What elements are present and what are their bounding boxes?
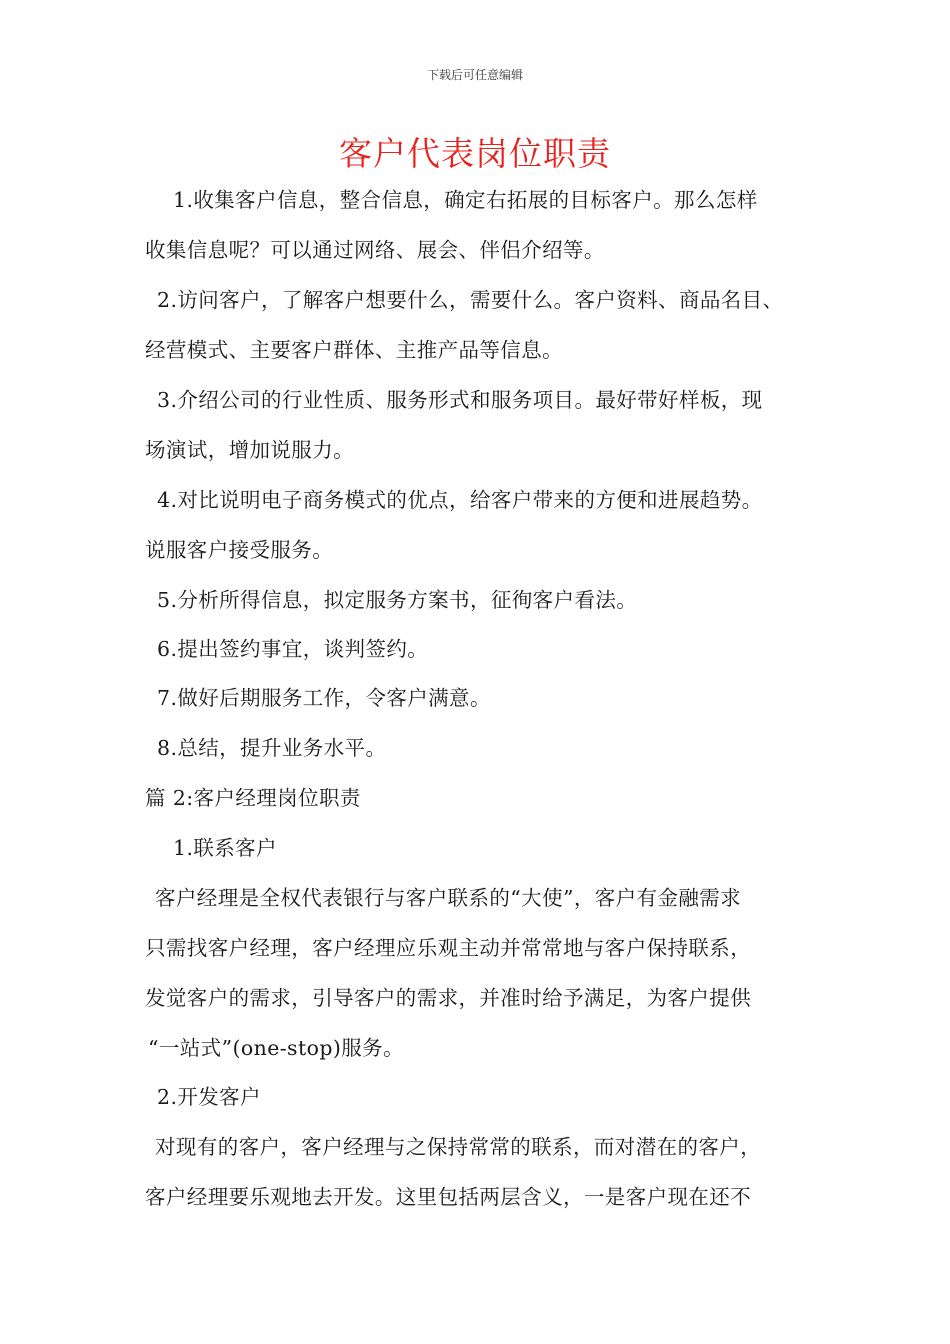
- paragraph-line: 场演试，增加说服力。: [145, 438, 354, 462]
- paragraph-line: 1.联系客户: [173, 836, 277, 860]
- paragraph-line: 2.访问客户，了解客户想要什么，需要什么。客户资料、商品名目、: [157, 288, 784, 312]
- paragraph-line: 1.收集客户信息，整合信息，确定右拓展的目标客户。那么怎样: [173, 188, 758, 212]
- paragraph-line: 8.总结，提升业务水平。: [157, 736, 387, 760]
- paragraph-line: 说服客户接受服务。: [145, 538, 334, 562]
- paragraph-line: 客户经理是全权代表银行与客户联系的“大使”，客户有金融需求: [155, 886, 742, 910]
- paragraph-line: 6.提出签约事宜，谈判签约。: [157, 637, 429, 661]
- document-title: 客户代表岗位职责: [339, 134, 611, 173]
- paragraph-line: 5.分析所得信息，拟定服务方案书，征徇客户看法。: [157, 588, 638, 612]
- paragraph-line: 3.介绍公司的行业性质、服务形式和服务项目。最好带好样板，现: [157, 388, 763, 412]
- paragraph-line: 只需找客户经理，客户经理应乐观主动并常常地与客户保持联系，: [145, 936, 752, 960]
- paragraph-line: 7.做好后期服务工作，令客户满意。: [157, 686, 491, 710]
- section-heading: 篇 2:客户经理岗位职责: [145, 786, 361, 810]
- paragraph-line: 客户经理要乐观地去开发。这里包括两层含义，一是客户现在还不: [145, 1185, 752, 1209]
- paragraph-line: 发觉客户的需求，引导客户的需求，并准时给予满足，为客户提供: [145, 986, 752, 1010]
- paragraph-line: “一站式”(one-stop)服务。: [148, 1036, 404, 1060]
- paragraph-line: 4.对比说明电子商务模式的优点，给客户带来的方便和进展趋势。: [157, 488, 763, 512]
- paragraph-line: 经营模式、主要客户群体、主推产品等信息。: [145, 338, 563, 362]
- paragraph-line: 对现有的客户，客户经理与之保持常常的联系，而对潜在的客户，: [155, 1135, 762, 1159]
- paragraph-line: 收集信息呢？可以通过网络、展会、伴侣介绍等。: [145, 238, 605, 262]
- paragraph-line: 2.开发客户: [157, 1085, 261, 1109]
- page-header: 下载后可任意编辑: [426, 68, 523, 82]
